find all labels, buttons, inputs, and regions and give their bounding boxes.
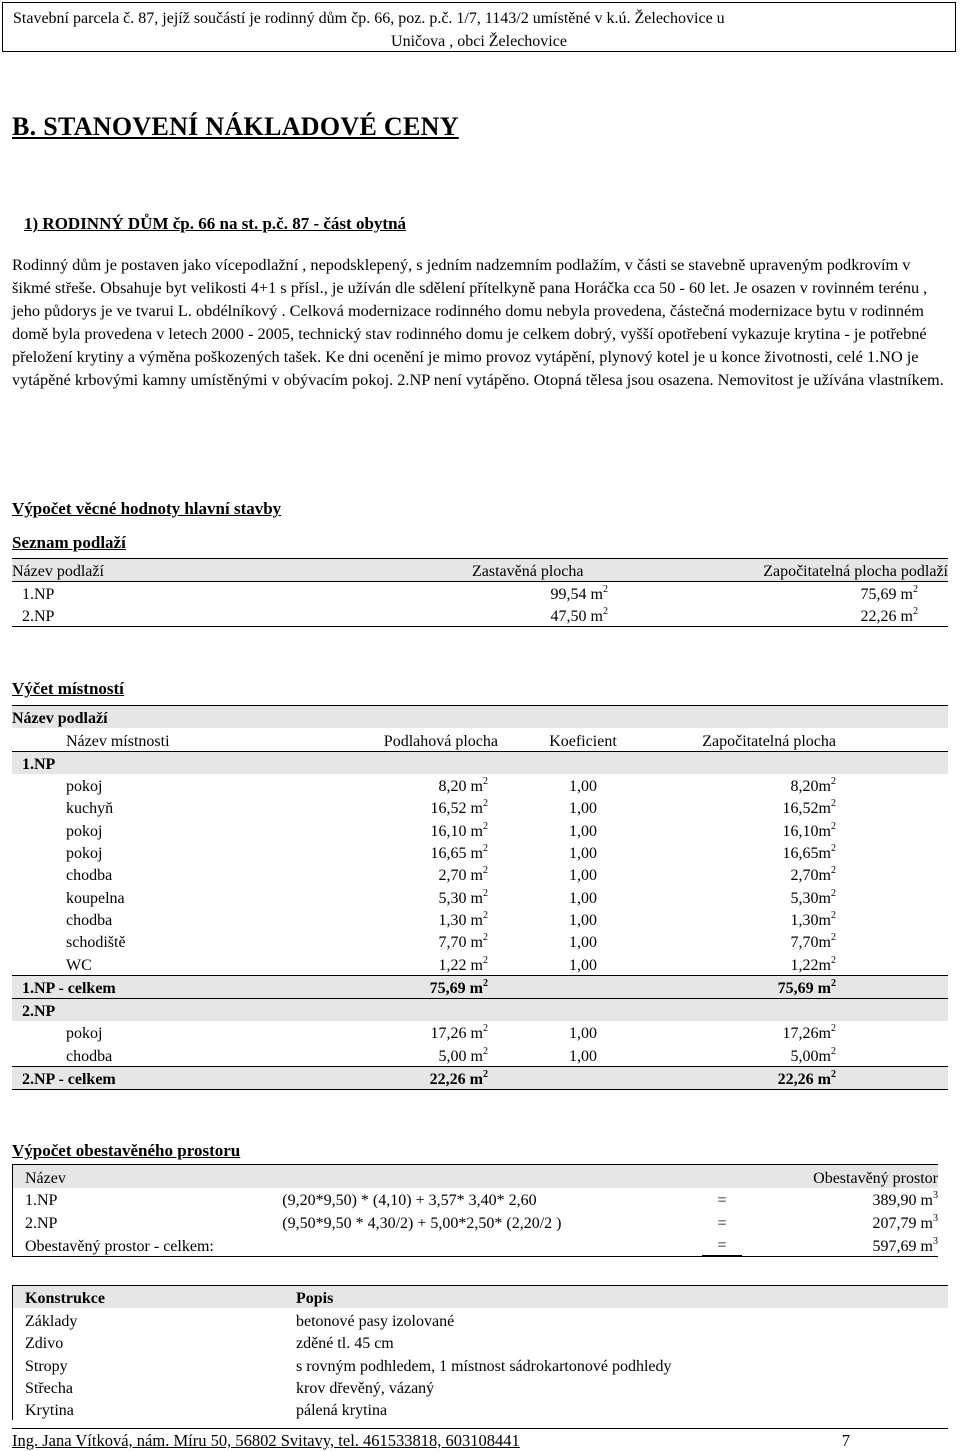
rooms-header-row — [12, 728, 948, 751]
room-usable: 1,30 — [790, 911, 819, 929]
calc-title: Výpočet věcné hodnoty hlavní stavby — [12, 499, 282, 518]
room-usable: 8,20 — [790, 778, 819, 796]
construction-desc: pálená krytina — [296, 1402, 388, 1420]
rooms-group-header: Název podlaží — [12, 706, 948, 729]
document-header — [2, 2, 956, 52]
volume-title: Výpočet obestavěného prostoru — [12, 1141, 241, 1160]
room-usable: 5,30 — [790, 889, 819, 907]
room-name: kuchyň — [66, 800, 114, 818]
room-name: pokoj — [66, 845, 103, 863]
rooms-floor-label: 2.NP — [12, 998, 948, 1021]
construction-name: Základy — [13, 1308, 297, 1330]
room-usable: 1,22 — [790, 956, 819, 974]
volume-formula: (9,50*9,50 * 4,30/2) + 5,00*2,50* (2,20/2 ) — [282, 1214, 562, 1232]
room-usable: 16,52 — [782, 800, 819, 818]
construction-desc: betonové pasy izolované — [296, 1312, 455, 1330]
room-area: 8,20 — [438, 778, 467, 796]
room-name: pokoj — [66, 778, 103, 796]
construction-row — [13, 1398, 949, 1420]
room-coef: 1,00 — [569, 956, 597, 974]
room-row: chodba 5,00 $m^2$ 1,00 $5,00m^2$ — [12, 1043, 948, 1066]
room-usable: 17,26 — [782, 1025, 819, 1043]
room-coef: 1,00 — [569, 911, 597, 929]
construction-desc: zděné tl. 45 cm — [296, 1335, 394, 1353]
room-coef: 1,00 — [569, 934, 597, 952]
rooms-col-usable: Započitatelná plocha — [702, 732, 836, 750]
room-name: koupelna — [66, 889, 125, 907]
room-row: pokoj 16,65 $m^2$ 1,00 $16,65m^2$ — [12, 841, 948, 863]
header-line-1: Stavební parcela č. 87, jejíž součástí je rodinný dům čp. 66, poz. p.č. 1/7, 1143/2 umístěné v k.ú. Želechovice u — [13, 10, 725, 27]
room-name: chodba — [66, 911, 113, 929]
floor-built: 47,50 — [550, 608, 587, 625]
volume-value: 389,90 — [872, 1192, 917, 1209]
room-usable: 16,65 — [782, 845, 819, 863]
room-row: WC 1,22 $m^2$ 1,00 $1,22m^2$ — [12, 952, 948, 975]
volume-col-value: Obestavěný prostor — [742, 1165, 938, 1188]
rooms-total-usable: 75,69 — [777, 979, 814, 997]
room-area: 16,10 — [430, 822, 467, 840]
floor-usable: 22,26 — [860, 608, 897, 625]
rooms-total-area: 75,69 — [429, 979, 466, 997]
room-name: pokoj — [66, 822, 103, 840]
rooms-total-label: 2.NP - celkem — [12, 1066, 296, 1089]
rooms-title: Výčet místností — [12, 679, 124, 698]
floor-usable: 75,69 — [860, 586, 897, 603]
floors-col-built: Zastavěná plocha — [472, 559, 612, 582]
room-name: schodiště — [66, 934, 126, 952]
rooms-table — [12, 705, 948, 1090]
volume-table — [12, 1164, 938, 1257]
constructions-col-k: Konstrukce — [13, 1286, 297, 1309]
floor-row: 2.NP 47,50 $m^2$ 22,26 $m^2$ — [12, 604, 948, 627]
rooms-floor-row — [12, 751, 948, 774]
volume-formula: (9,20*9,50) * (4,10) + 3,57* 3,40* 2,60 — [282, 1192, 537, 1209]
room-area: 2,70 — [438, 867, 467, 885]
volume-row: 1.NP (9,20*9,50) * (4,10) + 3,57* 3,40* 2,60 = 389,90 $m^3$ — [13, 1188, 939, 1211]
room-coef: 1,00 — [569, 1025, 597, 1043]
room-row: pokoj 16,10 $m^2$ 1,00 $16,10m^2$ — [12, 818, 948, 840]
room-area: 7,70 — [438, 934, 467, 952]
room-area: 1,22 — [438, 956, 467, 974]
room-coef: 1,00 — [569, 822, 597, 840]
room-usable: 5,00 — [790, 1047, 819, 1065]
floor-name: 1.NP — [22, 586, 55, 603]
rooms-floor-row — [12, 998, 948, 1021]
volume-eq: = — [717, 1214, 727, 1232]
room-area: 16,52 — [430, 800, 467, 818]
constructions-header-row — [13, 1286, 949, 1309]
room-row: pokoj 17,26 $m^2$ 1,00 $17,26m^2$ — [12, 1021, 948, 1043]
floors-col-name: Název podlaží — [12, 559, 472, 582]
item-title: 1) RODINNÝ DŮM čp. 66 na st. p.č. 87 - část obytná — [24, 214, 407, 233]
room-area: 17,26 — [430, 1025, 467, 1043]
construction-name: Zdivo — [13, 1331, 297, 1353]
volume-row: 2.NP (9,50*9,50 * 4,30/2) + 5,00*2,50* (2,20/2 ) = 207,79 $m^3$ — [13, 1210, 939, 1233]
floors-col-usable: Započitatelná plocha podlaží — [612, 559, 948, 582]
description-paragraph: Rodinný dům je postaven jako vícepodlažní , nepodsklepený, s jedním nadzemním podlažím, v části se stavebně upraveným podkrovím v šikmé střeše. Obsahuje byt velikosti 4+1 s přísl., je užíván dle sdělení přítelkyně pana Horáčka cca 50 - 60 let. Je osazen v rovinném terénu , jeho půdorys je ve tvarui L. obdélníkový . Celková modernizace rodinného domu nebyla provedena, částečná modernizace bytu v rodinném domě byla provedena v letech 2000 - 2005, technický stav rodinného domu je celkem dobrý, vyšší opotřebení vykazuje krytina - je potřebné přeložení krytiny a výměna poškozených tašek. Ke dni ocenění je mimo provoz vytápění, plynový kotel je u konce životnosti, celé 1.NO je vytápěné krbovými kamny umístěnými v obývacím pokoj. 2.NP není vytápěno. Otopná tělesa jsou osazena. Nemovitost je užívána vlastníkem. — [12, 255, 944, 389]
room-area: 5,00 — [438, 1047, 467, 1065]
room-name: chodba — [66, 867, 113, 885]
room-area: 1,30 — [438, 911, 467, 929]
construction-desc: krov dřevěný, vázaný — [296, 1379, 435, 1397]
rooms-col-area: Podlahová plocha — [383, 732, 498, 750]
volume-name: 2.NP — [13, 1210, 283, 1233]
volume-total-row: Obestavěný prostor - celkem: = 597,69 $m^3$ — [13, 1233, 939, 1257]
construction-name: Krytina — [13, 1398, 297, 1420]
footer-text: Ing. Jana Vítková, nám. Míru 50, 56802 Svitavy, tel. 461533818, 603108441 — [12, 1431, 520, 1450]
floors-title: Seznam podlaží — [12, 533, 126, 552]
rooms-total-label: 1.NP - celkem — [12, 975, 296, 998]
rooms-floor-label: 1.NP — [12, 751, 948, 774]
rooms-total-row: 1.NP - celkem 75,69 $m^2$ 75,69 $m^2$ — [12, 975, 948, 998]
room-usable: 7,70 — [790, 934, 819, 952]
room-coef: 1,00 — [569, 778, 597, 796]
volume-col-name: Název — [13, 1165, 283, 1188]
volume-total-value: 597,69 — [872, 1237, 917, 1255]
construction-row — [13, 1353, 949, 1375]
room-row: kuchyň 16,52 $m^2$ 1,00 $16,52m^2$ — [12, 796, 948, 818]
construction-row — [13, 1308, 949, 1330]
rooms-total-row: 2.NP - celkem 22,26 $m^2$ 22,26 $m^2$ — [12, 1066, 948, 1089]
volume-name: 1.NP — [13, 1188, 283, 1211]
construction-row — [13, 1376, 949, 1398]
room-area: 16,65 — [430, 845, 467, 863]
room-row: chodba 1,30 $m^2$ 1,00 $1,30m^2$ — [12, 908, 948, 930]
construction-name: Střecha — [13, 1376, 297, 1398]
room-usable: 16,10 — [782, 822, 819, 840]
room-coef: 1,00 — [569, 1047, 597, 1065]
rooms-group-header-row — [12, 706, 948, 729]
volume-header-row — [13, 1165, 939, 1188]
room-row: koupelna 5,30 $m^2$ 1,00 $5,30m^2$ — [12, 885, 948, 907]
floor-row: 1.NP 99,54 $m^2$ 75,69 $m^2$ — [12, 582, 948, 605]
section-title: B. STANOVENÍ NÁKLADOVÉ CENY — [12, 112, 459, 141]
page-footer — [12, 1428, 948, 1451]
room-coef: 1,00 — [569, 845, 597, 863]
room-name: pokoj — [66, 1025, 103, 1043]
volume-total-label: Obestavěný prostor - celkem: — [13, 1233, 703, 1257]
room-area: 5,30 — [438, 889, 467, 907]
room-coef: 1,00 — [569, 867, 597, 885]
rooms-total-usable: 22,26 — [777, 1071, 814, 1089]
construction-row — [13, 1331, 949, 1353]
room-row: pokoj 8,20 $m^2$ 1,00 $8,20m^2$ — [12, 774, 948, 796]
volume-value: 207,79 — [872, 1214, 917, 1232]
volume-eq: = — [717, 1192, 727, 1209]
header-line-2: Uničova , obci Želechovice — [391, 33, 567, 50]
volume-total-eq: = — [702, 1233, 742, 1257]
room-usable: 2,70 — [790, 867, 819, 885]
construction-name: Stropy — [13, 1353, 297, 1375]
page-number: 7 — [841, 1431, 850, 1450]
room-row: chodba 2,70 $m^2$ 1,00 $2,70m^2$ — [12, 863, 948, 885]
constructions-table — [12, 1285, 948, 1420]
floor-name: 2.NP — [22, 608, 55, 625]
room-coef: 1,00 — [569, 800, 597, 818]
room-row: schodiště 7,70 $m^2$ 1,00 $7,70m^2$ — [12, 930, 948, 952]
constructions-col-p: Popis — [296, 1286, 948, 1309]
rooms-total-area: 22,26 — [429, 1071, 466, 1089]
floors-table — [12, 558, 948, 627]
rooms-col-name: Název místnosti — [66, 732, 170, 750]
rooms-col-coef: Koeficient — [549, 732, 617, 750]
floors-header-row — [12, 559, 948, 582]
room-coef: 1,00 — [569, 889, 597, 907]
room-name: chodba — [66, 1047, 113, 1065]
construction-desc: s rovným podhledem, 1 místnost sádrokartonové podhledy — [296, 1357, 672, 1375]
room-name: WC — [66, 956, 92, 974]
floor-built: 99,54 — [550, 586, 587, 603]
